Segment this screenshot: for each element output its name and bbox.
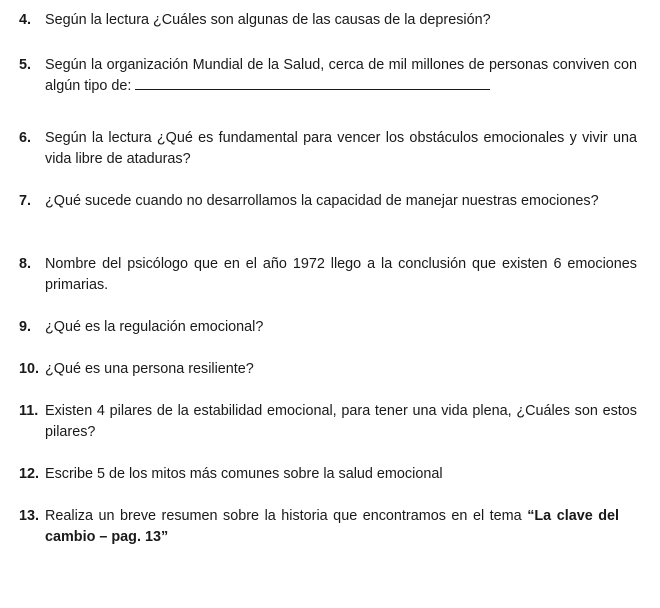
question-text-wrapper	[45, 506, 637, 548]
question-8	[19, 254, 637, 296]
question-10	[19, 359, 637, 380]
question-number: 13.	[19, 508, 40, 524]
answer-blank-line[interactable]	[135, 77, 490, 90]
question-text: Nombre del psicólogo que en el año 1972 llego a la conclusión que existen 6 emociones primarias.	[45, 256, 637, 293]
question-text: Según la lectura ¿Cuáles son algunas de las causas de la depresión?	[45, 12, 491, 28]
question-number: 12.	[19, 466, 40, 482]
question-text: ¿Qué es una persona resiliente?	[45, 361, 254, 377]
question-text: ¿Qué sucede cuando no desarrollamos la capacidad de manejar nuestras emociones?	[45, 193, 599, 209]
question-number: 10.	[19, 361, 40, 377]
question-13	[19, 506, 637, 548]
question-text: Según la lectura ¿Qué es fundamental para vencer los obstáculos emocionales y vivir una vida libre de ataduras?	[45, 130, 637, 167]
topic-title-part1: “La clave del	[527, 508, 620, 524]
question-11	[19, 401, 637, 443]
question-9	[19, 317, 637, 338]
question-text: Existen 4 pilares de la estabilidad emocional, para tener una vida plena, ¿Cuáles son estos pilares?	[45, 403, 637, 440]
question-number: 8.	[19, 256, 32, 272]
question-text: ¿Qué es la regulación emocional?	[45, 319, 264, 335]
question-text: Según la organización Mundial de la Salud, cerca de mil millones de personas conviven con algún tipo de:	[45, 57, 637, 94]
question-text: Escribe 5 de los mitos más comunes sobre la salud emocional	[45, 466, 443, 482]
question-12	[19, 464, 637, 485]
question-number: 6.	[19, 130, 32, 146]
question-6	[19, 128, 637, 170]
question-5	[19, 55, 637, 97]
question-7	[19, 191, 637, 212]
question-number: 11.	[19, 403, 39, 419]
question-text: Realiza un breve resumen sobre la historia que encontramos en el tema	[45, 508, 522, 524]
topic-title-part2: cambio – pag. 13”	[45, 529, 169, 545]
question-text-wrapper	[45, 55, 637, 97]
question-number: 5.	[19, 57, 32, 73]
question-number: 4.	[19, 12, 32, 28]
question-number: 7.	[19, 193, 32, 209]
question-number: 9.	[19, 319, 32, 335]
question-4	[19, 10, 637, 31]
